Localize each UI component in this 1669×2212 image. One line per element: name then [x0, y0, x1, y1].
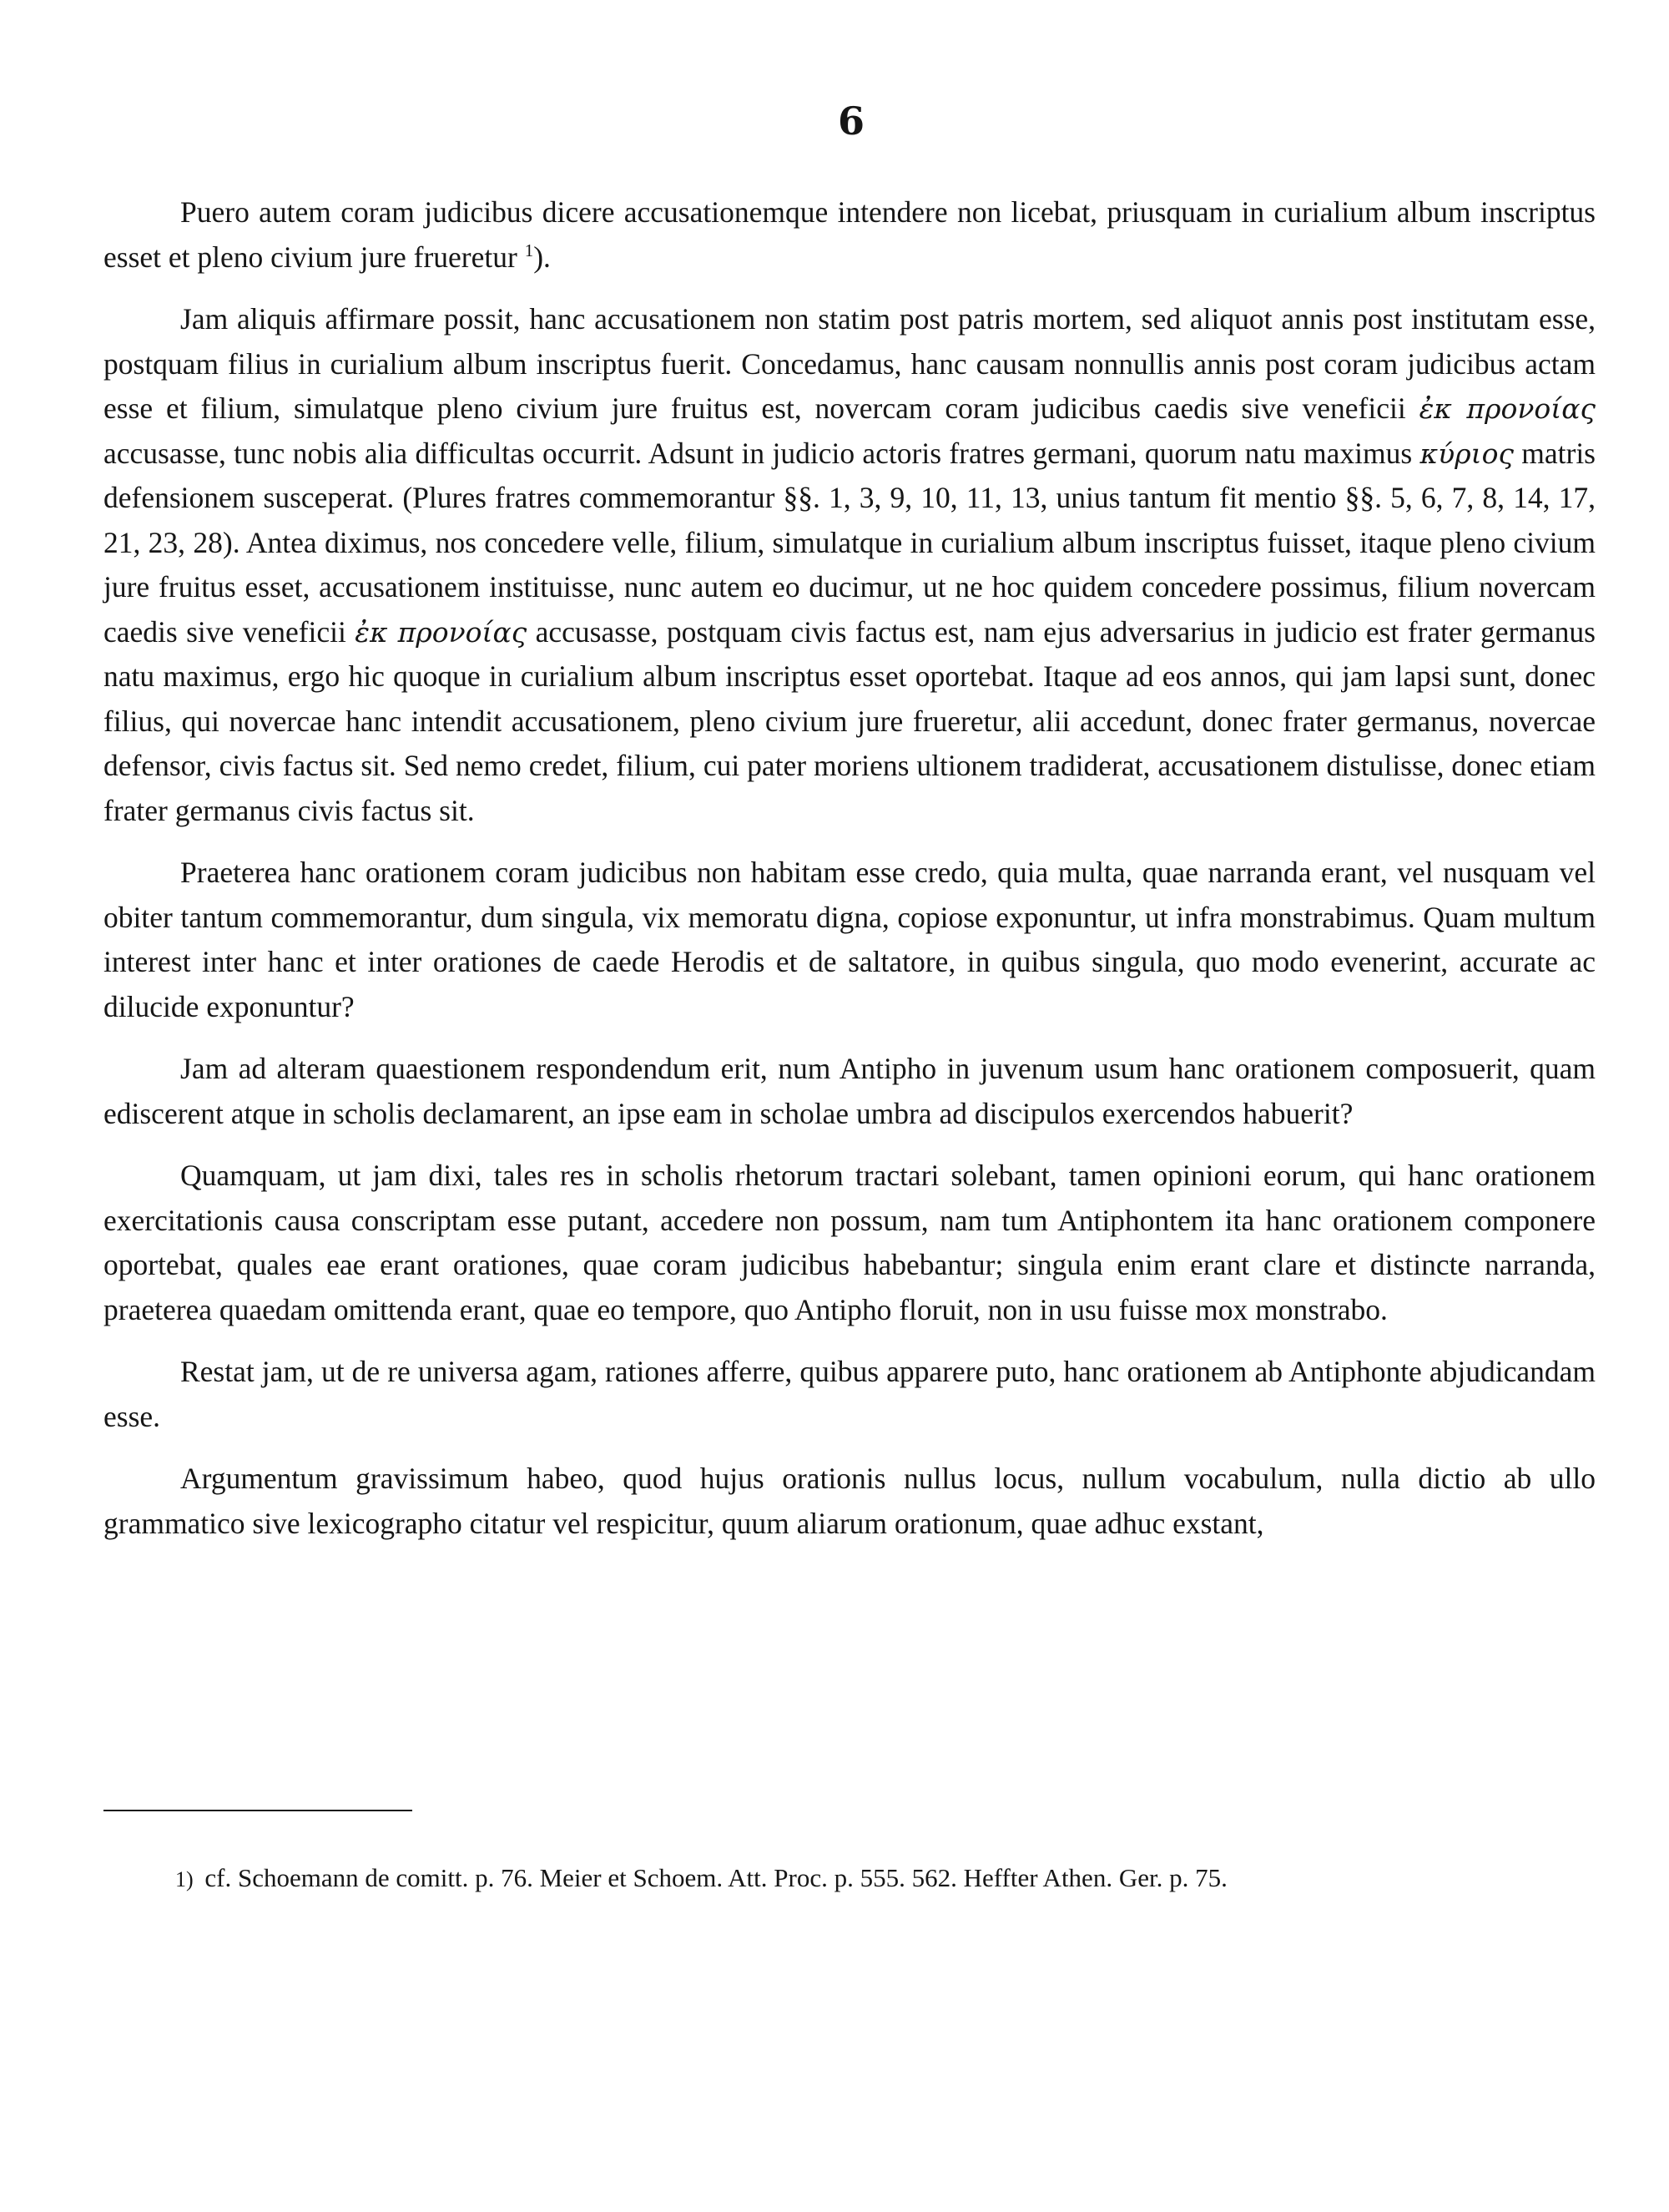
paragraph-2-text-part: Jam aliquis affirmare possit, hanc accusationem non statim post patris mortem, sed aliquot annis post institutam esse, postquam filius in curialium album inscriptus fuerit. Concedamus, hanc causam nonnullis annis post coram judicibus actam esse et filium, simulatque pleno civium jure fruitus est, novercam coram judicibus caedis sive veneficii	[103, 302, 1596, 425]
footnote-reference: 1	[524, 240, 534, 260]
body-text	[103, 190, 1596, 1546]
greek-phrase: ἐκ προνοίας	[355, 615, 527, 649]
page-number: 6	[837, 98, 865, 144]
paragraph-5: Quamquam, ut jam dixi, tales res in scholis rhetorum tractari solebant, tamen opinioni eorum, qui hanc orationem exercitationis causa conscriptam esse putant, accedere non possum, nam tum Antiphontem ita hanc orationem componere oportebat, quales eae erant orationes, quae coram judicibus habebantur; singula enim erant clare et distincte narranda, praeterea quaedam omittenda erant, quae eo tempore, quo Antipho floruit, non in usu fuisse mox monstrabo.	[103, 1159, 1596, 1326]
paragraph-1-closing: ).	[533, 240, 551, 274]
footnote-divider	[103, 1810, 412, 1811]
paragraph-1-text: Puero autem coram judicibus dicere accusationemque intendere non licebat, priusquam in curialium album inscriptus esset et pleno civium jure frueretur	[103, 195, 1596, 274]
footnote-marker: 1)	[175, 1867, 194, 1891]
paragraph-2-text-part: accusasse, tunc nobis alia difficultas occurrit. Adsunt in judicio actoris fratres germani, quorum natu maximus	[103, 436, 1420, 470]
greek-word: κύριος	[1419, 437, 1514, 470]
footnote-text: cf. Schoemann de comitt. p. 76. Meier et Schoem. Att. Proc. p. 555. 562. Heffter Athen. Ger. p. 75.	[204, 1863, 1228, 1892]
paragraph-2-text-part: matris defensionem susceperat. (Plures fratres commemorantur §§. 1, 3, 9, 10, 11, 13, unius tantum fit mentio §§. 5, 6, 7, 8, 14, 17, 21, 23, 28). Antea diximus, nos concedere velle, filium, simulatque in curialium album inscriptus fuisset, itaque pleno civium jure fruitus esset, accusationem instituisse, nunc autem eo ducimur, ut ne hoc quidem concedere possimus, filium novercam caedis sive veneficii	[103, 436, 1596, 649]
paragraph-2	[103, 297, 1596, 833]
paragraph-1	[103, 190, 1596, 280]
paragraph-3: Praeterea hanc orationem coram judicibus non habitam esse credo, quia multa, quae narranda erant, vel nusquam vel obiter tantum commemorantur, dum singula, vix memoratu digna, copiose exponuntur, ut infra monstrabimus. Quam multum interest inter hanc et inter orationes de caede Herodis et de saltatore, in quibus singula, quo modo evenerint, accurate ac dilucide exponuntur?	[103, 856, 1596, 1023]
greek-phrase: ἐκ προνοίας	[1419, 392, 1596, 425]
footnote	[175, 1861, 1594, 1896]
paragraph-6: Restat jam, ut de re universa agam, rationes afferre, quibus apparere puto, hanc orationem ab Antiphonte abjudicandam esse.	[103, 1355, 1596, 1433]
paragraph-4: Jam ad alteram quaestionem respondendum erit, num Antipho in juvenum usum hanc orationem composuerit, quam ediscerent atque in scholis declamarent, an ipse eam in scholae umbra ad discipulos exercendos habuerit?	[103, 1052, 1596, 1130]
paragraph-2-text-part: accusasse, postquam civis factus est, nam ejus adversarius in judicio est frater germanus natu maximus, ergo hic quoque in curialium album inscriptus esset oportebat. Itaque ad eos annos, qui jam lapsi sunt, donec filius, qui novercae hanc intendit accusationem, pleno civium jure frueretur, alii accedunt, donec frater germanus, novercae defensor, civis factus sit. Sed nemo credet, filium, cui pater moriens ultionem tradiderat, accusationem distulisse, donec etiam frater germanus civis factus sit.	[103, 614, 1596, 827]
paragraph-7: Argumentum gravissimum habeo, quod hujus orationis nullus locus, nullum vocabulum, nulla dictio ab ullo grammatico sive lexicographo citatur vel respicitur, quum aliarum orationum, quae adhuc exstant,	[103, 1462, 1596, 1540]
